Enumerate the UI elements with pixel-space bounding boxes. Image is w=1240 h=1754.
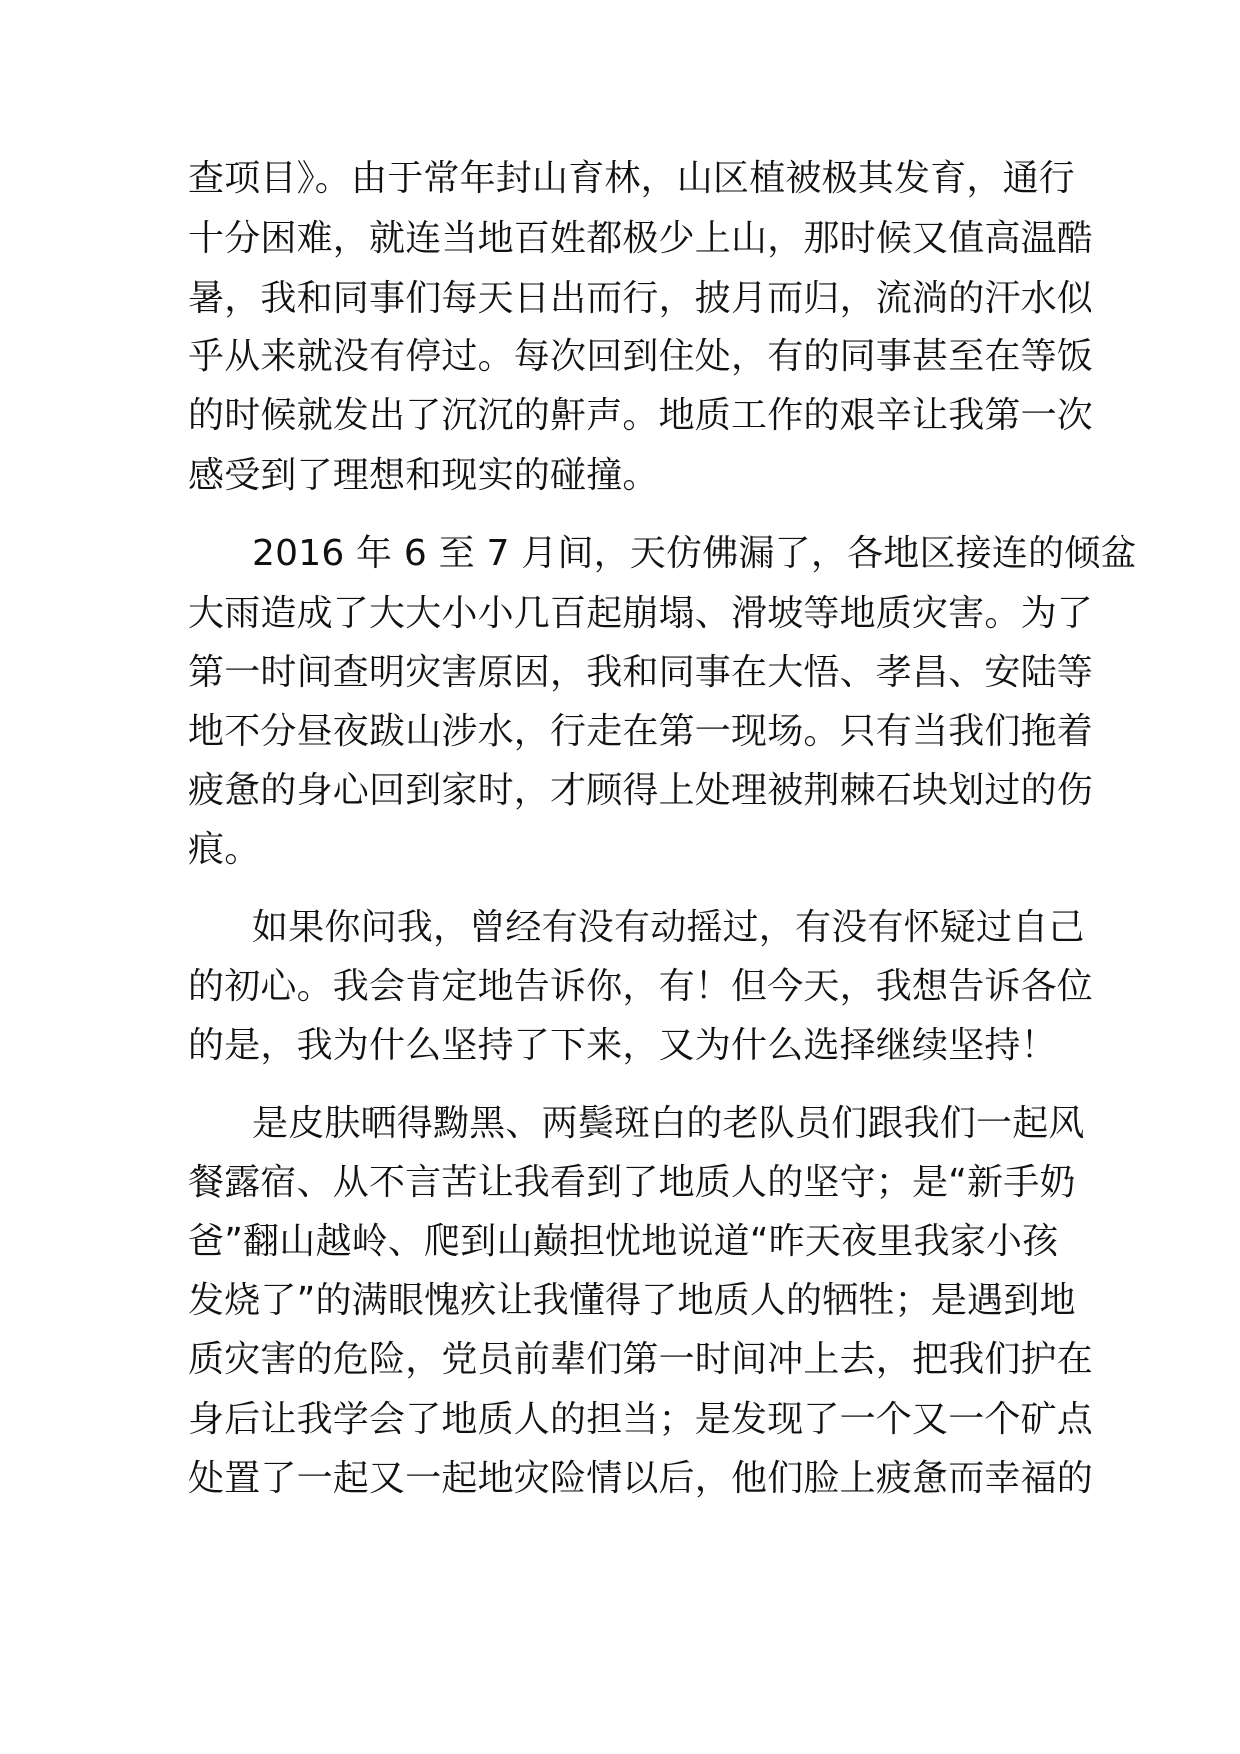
- text-line: 第一时间查明灾害原因，我和同事在大悟、孝昌、安陆等: [188, 652, 1094, 693]
- text-line: 的是，我为什么坚持了下来，又为什么选择继续坚持！: [188, 1025, 1057, 1066]
- text-line: 2016 年 6 至 7 月间，天仿佛漏了，各地区接连的倾盆: [252, 533, 1137, 574]
- text-line: 痕。: [188, 829, 261, 870]
- text-line: 餐露宿、从不言苦让我看到了地质人的坚守；是“新手奶: [188, 1162, 1076, 1203]
- text-line: 的时候就发出了沉沉的鼾声。地质工作的艰辛让我第一次: [188, 395, 1094, 436]
- text-line: 发烧了”的满眼愧疚让我懂得了地质人的牺牲；是遇到地: [188, 1280, 1076, 1321]
- text-line: 的初心。我会肯定地告诉你，有！但今天，我想告诉各位: [188, 966, 1094, 1007]
- text-line: 乎从来就没有停过。每次回到住处，有的同事甚至在等饭: [188, 336, 1094, 377]
- text-line: 处置了一起又一起地灾险情以后，他们脸上疲惫而幸福的: [188, 1458, 1094, 1499]
- text-line: 感受到了理想和现实的碰撞。: [188, 455, 659, 496]
- text-line: 身后让我学会了地质人的担当；是发现了一个又一个矿点: [188, 1399, 1094, 1440]
- text-line: 查项目》。由于常年封山育林，山区植被极其发育，通行: [188, 158, 1076, 199]
- text-line: 是皮肤晒得黝黑、两鬓斑白的老队员们跟我们一起风: [252, 1103, 1085, 1144]
- text-line: 大雨造成了大大小小几百起崩塌、滑坡等地质灾害。为了: [188, 593, 1094, 634]
- text-line: 暑，我和同事们每天日出而行，披月而归，流淌的汗水似: [188, 278, 1094, 319]
- text-line: 爸”翻山越岭、爬到山巅担忧地说道“昨天夜里我家小孩: [188, 1221, 1059, 1262]
- text-line: 如果你问我，曾经有没有动摇过，有没有怀疑过自己: [252, 907, 1085, 948]
- text-line: 十分困难，就连当地百姓都极少上山，那时候又值高温酷: [188, 218, 1094, 259]
- text-line: 地不分昼夜跋山涉水，行走在第一现场。只有当我们拖着: [188, 711, 1094, 752]
- text-line: 质灾害的危险，党员前辈们第一时间冲上去，把我们护在: [188, 1339, 1094, 1380]
- text-line: 疲惫的身心回到家时，才顾得上处理被荆棘石块划过的伤: [188, 770, 1094, 811]
